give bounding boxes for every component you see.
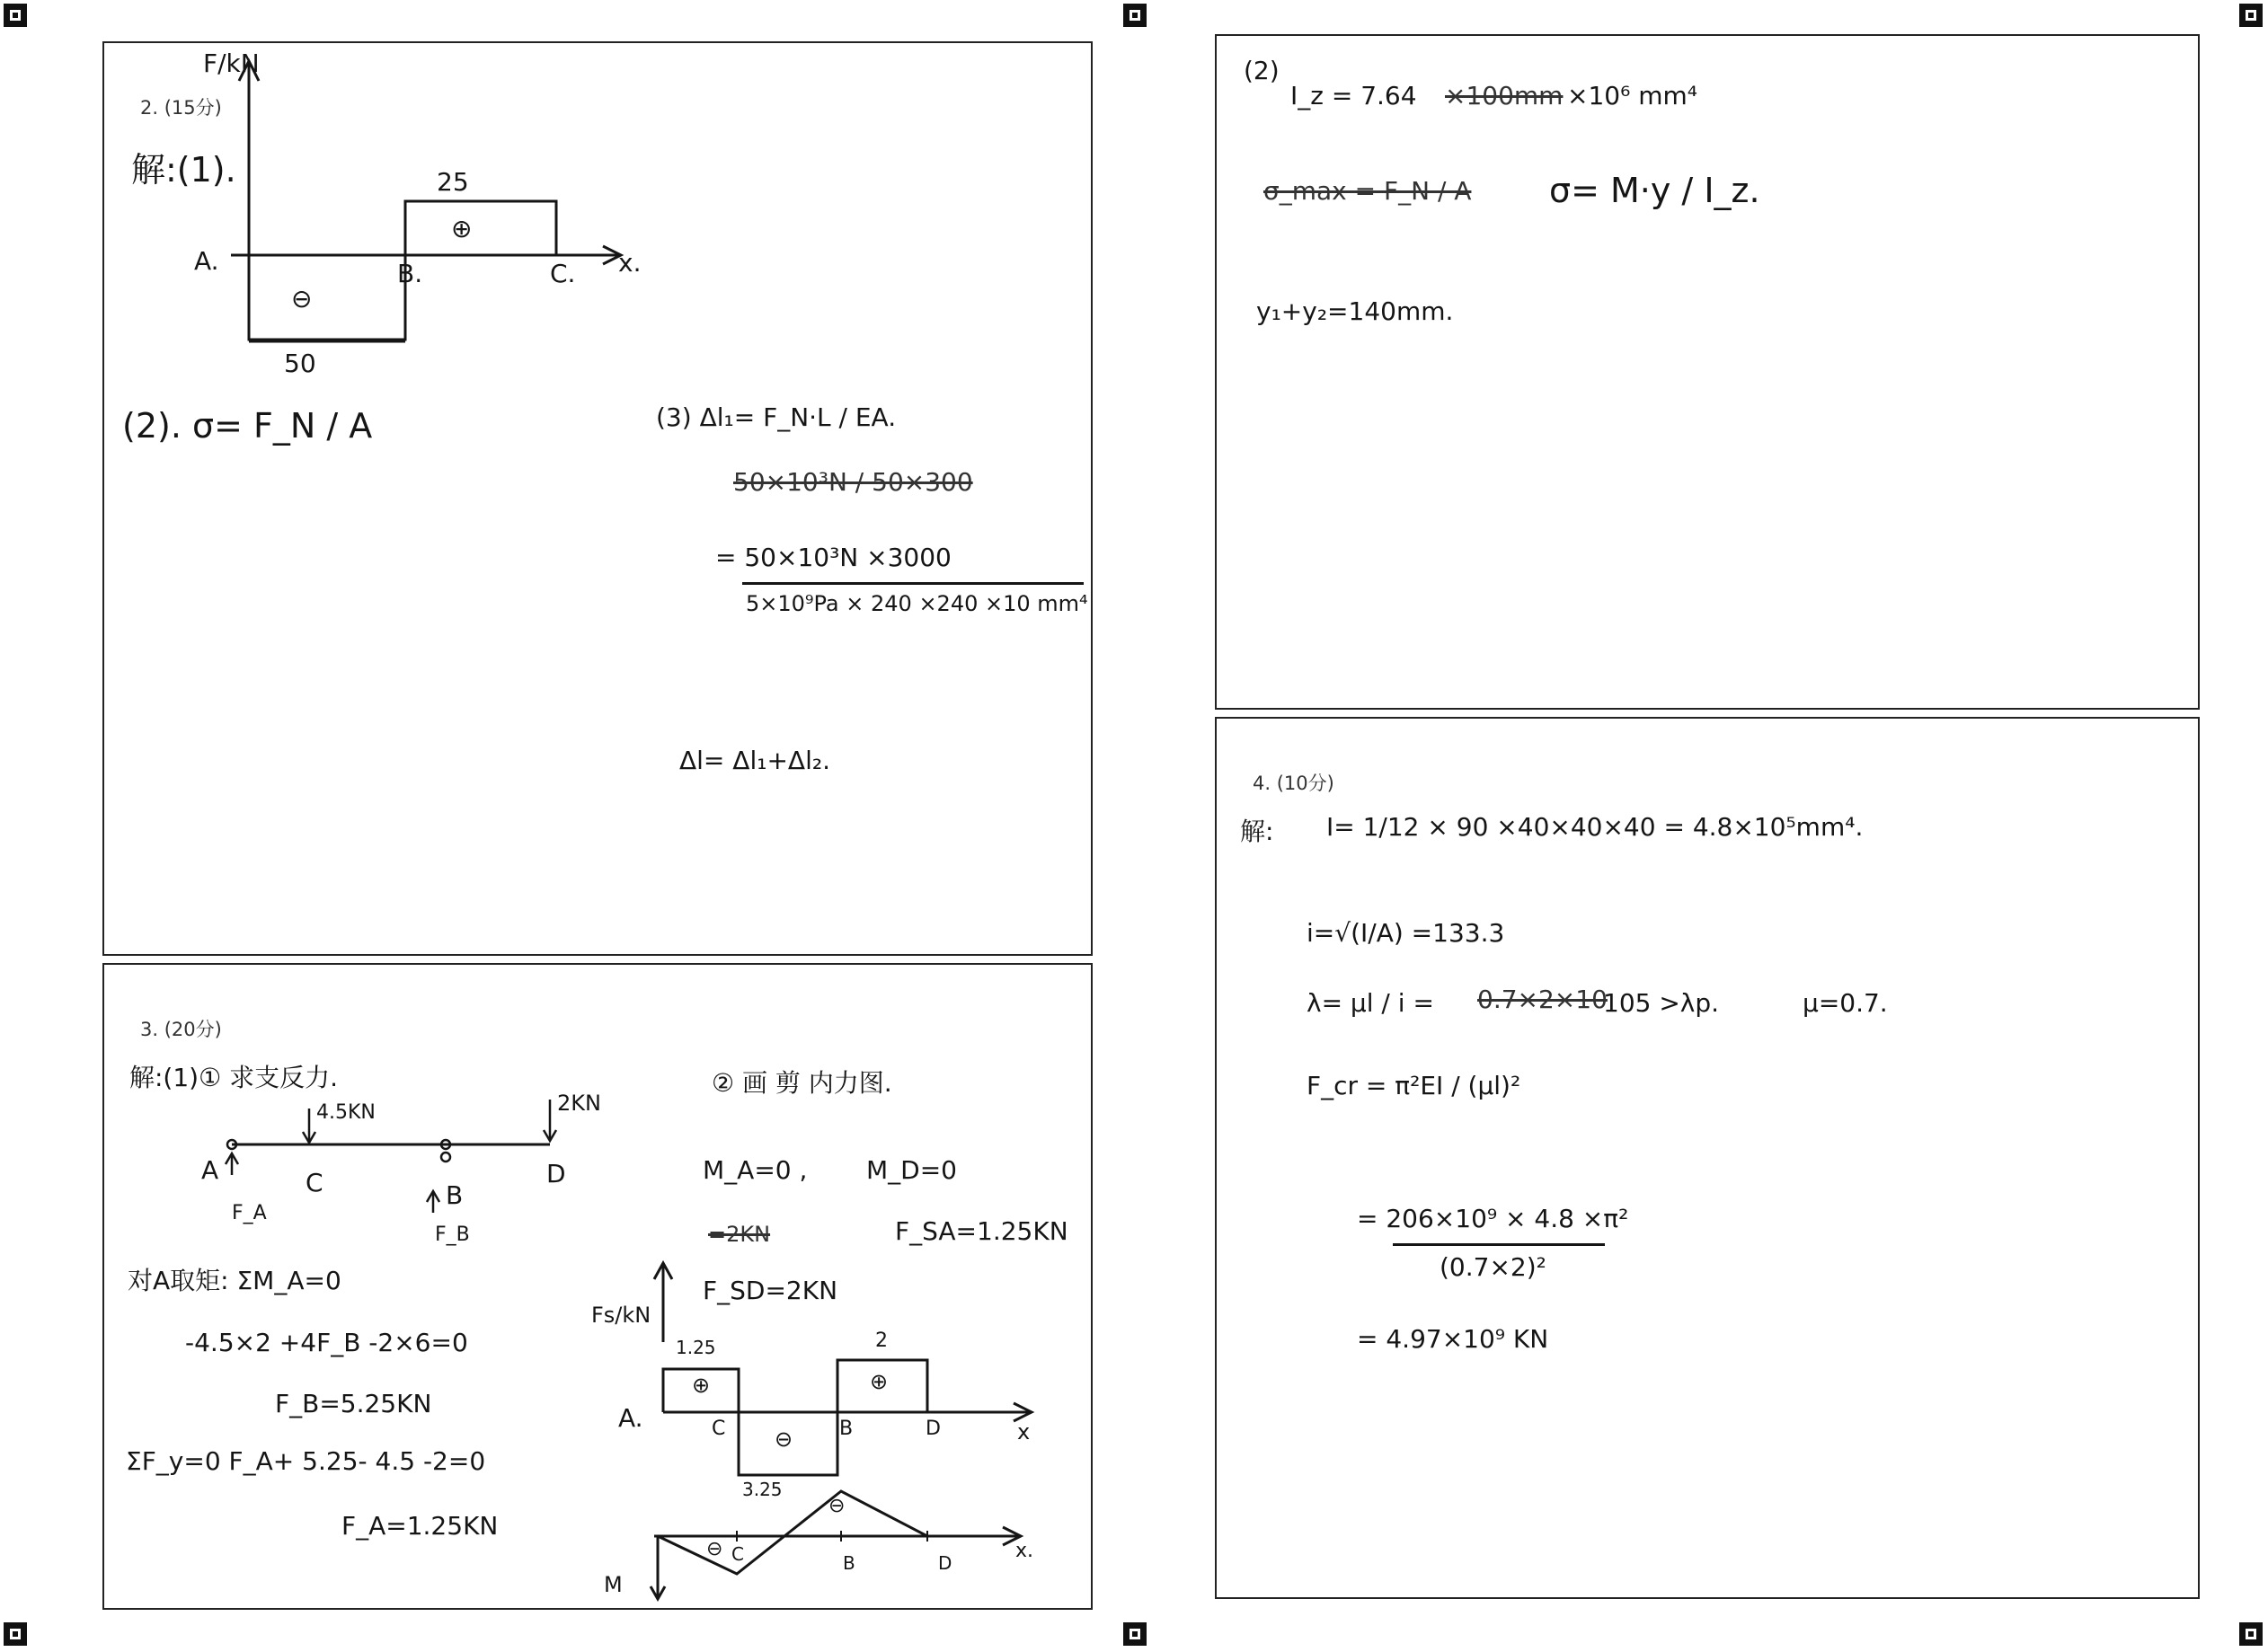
shear-a: F_SA=1.25KN <box>895 1216 1068 1246</box>
shear-value-b: 2 <box>875 1330 888 1352</box>
axial-force-diagram <box>104 43 769 367</box>
moment-axis-label: M <box>604 1572 623 1597</box>
corner-marker-bl <box>4 1622 27 1646</box>
fa-value: F_A=1.25KN <box>341 1511 499 1541</box>
iz-unit: ×10⁶ mm⁴ <box>1567 81 1697 110</box>
part3-denominator: 5×10⁹Pa × 240 ×240 ×10 mm⁴ <box>746 591 1088 616</box>
shear-axis-label: Fs/kN <box>591 1303 651 1328</box>
part3-head: (3) Δl₁= F_N·L / EA. <box>656 402 897 432</box>
axis-label: F/kN <box>203 49 260 78</box>
shear-value-c: 3.25 <box>742 1479 783 1500</box>
answer-box-q2 <box>102 41 1093 956</box>
moment-equation: -4.5×2 +4F_B -2×6=0 <box>185 1328 468 1357</box>
point-c: C. <box>550 259 576 288</box>
moment-a: M_A=0 , <box>703 1155 808 1185</box>
corner-marker-br <box>2239 1622 2263 1646</box>
critical-force-formula: F_cr = π²EI / (μl)² <box>1307 1071 1521 1100</box>
moment-of-inertia: I= 1/12 × 90 ×40×40×40 = 4.8×10⁵mm⁴. <box>1326 812 1864 842</box>
corner-marker-tr <box>2239 4 2263 27</box>
corner-marker-tl <box>4 4 27 27</box>
answer-box-q2-part2 <box>1215 34 2200 710</box>
force-equation: ΣF_y=0 F_A+ 5.25- 4.5 -2=0 <box>126 1446 486 1476</box>
question-label: 2. (15分) <box>140 97 222 119</box>
shear-value-a: 1.25 <box>676 1337 716 1358</box>
moment-point-d: D <box>938 1552 952 1574</box>
moment-point-b: B <box>843 1552 855 1574</box>
reaction-fb: F_B <box>435 1224 470 1246</box>
critical-force-denominator: (0.7×2)² <box>1440 1252 1546 1282</box>
solution-start: 解: <box>1240 817 1274 846</box>
moment-x-label: x. <box>1015 1540 1034 1562</box>
crossed-formula: σ_max = F_N / A <box>1263 176 1472 206</box>
x-axis-label: x. <box>618 248 642 278</box>
moment-d: M_D=0 <box>866 1155 957 1185</box>
answer-box-q3 <box>102 963 1093 1610</box>
beam-point-c: C <box>306 1168 323 1197</box>
shear-x-label: x <box>1017 1419 1031 1444</box>
slenderness: λ= μl / i = <box>1307 988 1434 1018</box>
radius-of-gyration: i=√(I/A) =133.3 <box>1307 918 1505 948</box>
slenderness-result: 105 >λp. <box>1603 988 1720 1018</box>
y-sum: y₁+y₂=140mm. <box>1256 296 1454 326</box>
mu-value: μ=0.7. <box>1803 988 1888 1018</box>
solution-start: 解:(1)① 求支反力. <box>129 1063 338 1092</box>
point-b: B. <box>397 259 423 288</box>
beam-point-a: A <box>201 1155 219 1185</box>
part3-numerator: = 50×10³N ×3000 <box>715 543 952 572</box>
shear-plus-ab: ⊕ <box>692 1373 711 1398</box>
reaction-fa: F_A <box>232 1202 267 1224</box>
shear-plus-bd: ⊕ <box>870 1369 889 1394</box>
critical-force-numerator: = 206×10⁹ × 4.8 ×π² <box>1357 1204 1629 1233</box>
fraction-bar <box>742 582 1084 585</box>
shear-d: F_SD=2KN <box>703 1276 838 1305</box>
question-label: 3. (20分) <box>140 1019 222 1040</box>
shear-point-d: D <box>926 1418 941 1440</box>
slenderness-crossed: 0.7×2×10 <box>1477 985 1608 1014</box>
solution-start: 解:(1). <box>131 150 236 190</box>
part2-heading: ② 画 剪 内力图. <box>712 1068 892 1098</box>
shear-minus-cb: ⊖ <box>775 1427 793 1452</box>
shear-point-c: C <box>712 1418 726 1440</box>
iz-crossed: ×100mm <box>1445 81 1564 110</box>
question-label: 4. (10分) <box>1253 773 1334 794</box>
part2-stress: (2). σ= F_N / A <box>122 406 373 446</box>
shear-point-b: B <box>839 1418 854 1440</box>
answer-box-q4 <box>1215 717 2200 1599</box>
fraction-bar <box>1393 1243 1605 1246</box>
bottom-value: 50 <box>284 349 316 378</box>
part3-sum: Δl= Δl₁+Δl₂. <box>679 746 830 775</box>
load-2kn: 2KN <box>557 1091 601 1116</box>
moment-point-c: C <box>731 1543 744 1565</box>
iz-value: I_z = 7.64 <box>1290 81 1417 110</box>
part-label: (2) <box>1244 56 1280 85</box>
moment-minus-ac: ⊖ <box>706 1538 723 1560</box>
critical-force-result: = 4.97×10⁹ KN <box>1357 1324 1549 1354</box>
crossed-2kn: =2KN <box>708 1222 771 1247</box>
beam-point-b: B <box>446 1180 464 1210</box>
corner-marker-bm <box>1123 1622 1147 1646</box>
top-value: 25 <box>437 167 469 197</box>
moment-equation-head: 对A取矩: ΣM_A=0 <box>128 1266 341 1295</box>
fb-value: F_B=5.25KN <box>275 1389 432 1418</box>
part3-crossed: 50×10³N / 50×300 <box>733 467 973 497</box>
point-a: A. <box>194 246 219 276</box>
shear-point-a: A. <box>618 1403 643 1433</box>
minus-sign: ⊖ <box>291 284 313 314</box>
load-4-5kn: 4.5KN <box>316 1101 376 1124</box>
sigma-formula: σ= M·y / I_z. <box>1549 171 1760 210</box>
beam-point-d: D <box>546 1159 566 1188</box>
plus-sign: ⊕ <box>451 214 473 243</box>
moment-minus-cb: ⊖ <box>828 1495 846 1517</box>
corner-marker-tm <box>1123 4 1147 27</box>
